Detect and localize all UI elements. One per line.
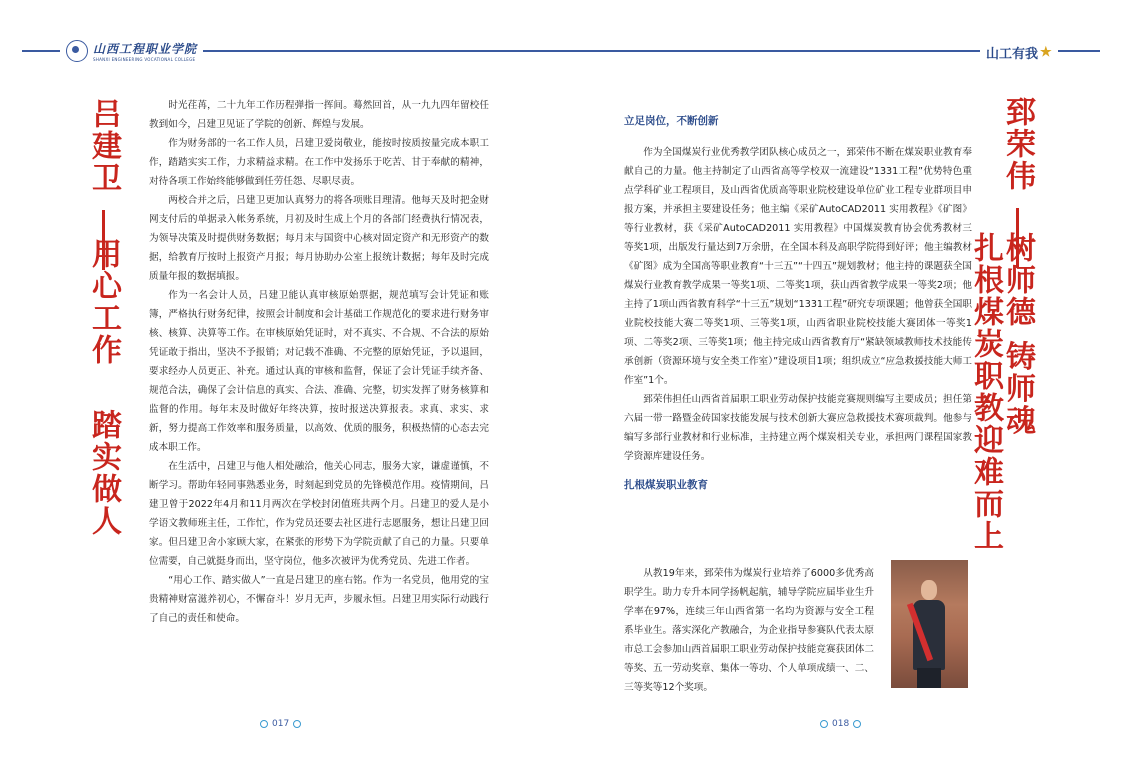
right-article-body — [624, 112, 972, 503]
right-title-motto-1: 树师德 铸师魂 — [1000, 232, 1035, 437]
paragraph: 两校合并之后，吕建卫更加认真努力的将各项账目理清。他每天及时把金财网支付后的单据录入帐务系统，月初及时生成上个月的各部门经费执行情况表，为领导决策及时提供财务数据；每月末与国资中心核对固定资产和无形资产的数据，给教育厅按时上报资产月报；每月协助办公室上报统计数据；每年及时完成质量年报的数据填报。 — [149, 195, 489, 282]
left-title-motto-2: 踏实做人 — [86, 408, 121, 537]
left-title-name: 吕建卫 — [86, 98, 121, 194]
paragraph: 时光荏苒，二十九年工作历程弹指一挥间。蓦然回首，从一九九四年留校任教到如今，吕建卫见证了学院的创新、辉煌与发展。 — [149, 100, 489, 130]
left-vertical-motto-col — [86, 238, 121, 537]
person-head — [921, 580, 937, 600]
paragraph: “用心工作、踏实做人”一直是吕建卫的座右铭。作为一名党员，他用党的宝贵精神财富滋养初心，不懈奋斗！岁月无声，步履永恒。吕建卫用实际行动践行了自己的责任和使命。 — [149, 575, 489, 624]
section-title: 立足岗位，不断创新 — [624, 115, 719, 127]
page-ring-icon — [260, 720, 268, 728]
right-article-body-lower — [624, 564, 874, 697]
page-number-text: 018 — [832, 719, 850, 729]
paragraph: 作为财务部的一名工作人员，吕建卫爱岗敬业，能按时按质按量完成本职工作，踏踏实实工作，力求精益求精。在工作中发扬乐于吃苦、甘于奉献的精神，对待各项工作始终能够做到任劳任怨、尽职尽责。 — [149, 138, 489, 187]
college-logo-en: SHANXI ENGINEERING VOCATIONAL COLLEGE — [93, 57, 196, 62]
paragraph: 在生活中，吕建卫与他人相处融洽，他关心同志，服务大家，谦虚谨慎，不断学习。帮助年轻同事熟悉业务，时刻起到党员的先锋模范作用。疫情期间，吕建卫曾于2022年4月和11月两次在学校封闭值班共两个月。吕建卫的爱人是小学语文教师班主任，工作忙，作为党员还要去社区进行志愿服务，想让吕建卫回家。但吕建卫舍小家顾大家，在紧张的形势下为学院贡献了自己的力量。只要单位需要，自己就挺身而出，坚守岗位，他多次被评为优秀党员、先进工作者。 — [149, 461, 489, 567]
left-article-body — [149, 96, 489, 628]
page-number-left — [260, 719, 301, 729]
portrait-photo — [891, 560, 968, 688]
brand-slogan-text: 山工有我 — [986, 47, 1039, 62]
star-icon: ★ — [1040, 45, 1052, 60]
brand-slogan — [980, 43, 1058, 62]
person-legs — [917, 668, 941, 688]
page-number-right — [820, 719, 861, 729]
left-title-motto-1: 用心工作 — [86, 238, 121, 366]
right-title-motto-2: 扎根煤炭职教迎难而上 — [968, 232, 1003, 552]
right-vertical-motto-col-1 — [1000, 232, 1035, 437]
paragraph: 郅荣伟担任山西省首届职工职业劳动保护技能竞赛规则编写主要成员；担任第六届一带一路暨金砖国家技能发展与技术创新大赛应急救援技术赛项裁判。他参与编写多部行业教材和行业标准，主持建立两个煤炭相关专业，承担两门课程国家教学资源库建设任务。 — [624, 394, 972, 462]
left-page — [0, 0, 561, 762]
right-vertical-motto-col-2 — [968, 232, 1003, 552]
paragraph: 作为一名会计人员，吕建卫能认真审核原始票据，规范填写会计凭证和账簿，严格执行财务纪律，按照会计制度和会计基础工作规范化的要求进行财务审核、核算、决算等工作。在审核原始凭证时，对不真实、不合规、不合法的原始凭证敢于指出，坚决不予报销；对记载不准确、不完整的原始凭证，予以退回，要求经办人员更正、补充。通过认真的审核和监督，保证了会计凭证手续齐备、规范合法，确保了会计信息的真实、合法、准确、完整，切实发挥了财务核算和监督的作用。每年末及时做好年终决算，按时报送决算报表。求真、求实、求新，努力提高工作效率和服务质量，以高效、优质的服务，积极热情的心态去完成本职工作。 — [149, 290, 489, 453]
right-page — [562, 0, 1123, 762]
section-title: 扎根煤炭职业教育 — [624, 479, 708, 491]
page-number-text: 017 — [272, 719, 290, 729]
right-title-name: 郅荣伟 — [1000, 96, 1035, 192]
page-ring-icon — [820, 720, 828, 728]
paragraph: 从教19年来，郅荣伟为煤炭行业培养了6000多优秀高职学生。助力专升本同学扬帆起航，辅导学院应届毕业生升学率在97%，连续三年山西省第一名均为资源与安全工程系毕业生。落实深化产教融合，为企业指导参赛队代表太原市总工会参加山西首届职工职业劳动保护技能竞赛获团体二等奖、五一劳动奖章、集体一等功、个人单项成绩一、二、三等奖等12个奖项。 — [624, 568, 874, 693]
college-logo-name: 山西工程职业学院 — [93, 42, 198, 56]
paragraph: 作为全国煤炭行业优秀教学团队核心成员之一，郅荣伟不断在煤炭职业教育奉献自己的力量。他主持制定了山西省高等学校双一流建设“1331工程”优势特色重点学科矿业工程项目，及山西省优质高等职业院校建设单位矿业工程专业群项目申报方案，并承担主要建设任务；他主编《采矿AutoCAD2011 实用教程》《矿图》等行业教材，获《采矿AutoCAD2011 实用教程》中国煤炭教育协会优秀教材三等奖1项，出版发行量达到7万余册，在全国本科及高职学院得到好评；他主编教材《矿图》成为全国高等职业教育“十三五”“十四五”规划教材；他主持的课题获全国煤炭行业教育教学成果一等奖1项、二等奖1项，获山西省教学成果一等奖2项；他主持了1项山西省教育科学“十三五”规划“1331工程”研究专项课题；他曾获全国职业院校技能大赛二等奖1项、三等奖1项，山西省职业院校技能大赛团体一等奖1项、二等奖2项、三等奖1项；他主持完成山西省教育厅“紧缺领域教师技术技能传承创新（资源环境与安全类工作室）”建设项目1项；组织成立“应急救援技能大师工作室”1个。 — [624, 147, 972, 386]
college-logo — [60, 40, 203, 62]
page-ring-icon — [853, 720, 861, 728]
page-ring-icon — [293, 720, 301, 728]
college-seal-icon — [66, 40, 88, 62]
